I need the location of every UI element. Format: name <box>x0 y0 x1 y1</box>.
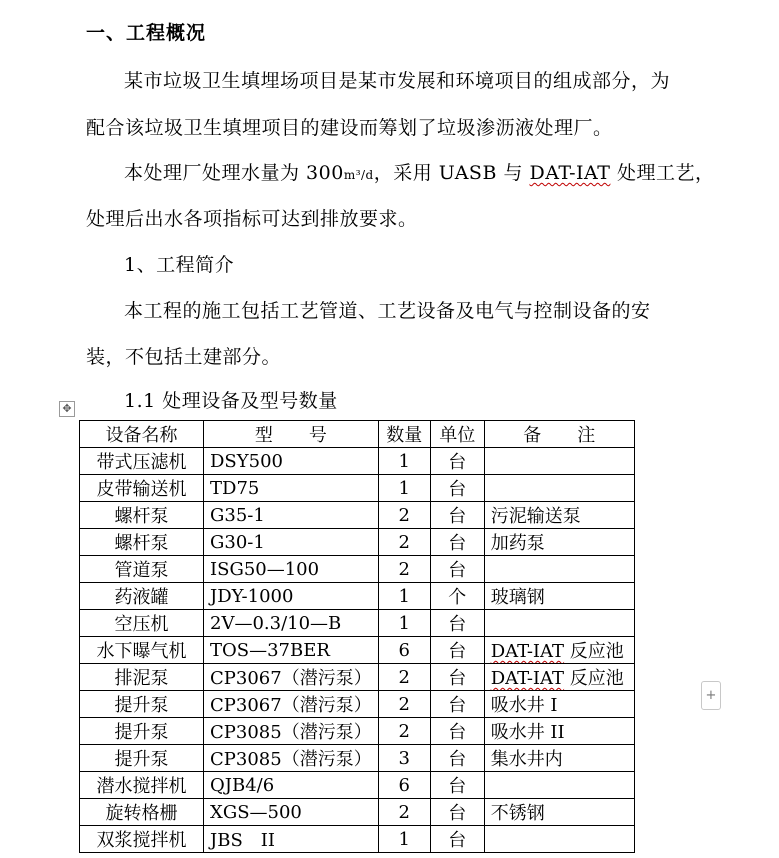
subheading-equipment: 1.1 处理设备及型号数量 <box>124 390 338 412</box>
table-cell: 台 <box>430 475 484 502</box>
table-cell: 空压机 <box>80 610 204 637</box>
table-cell: 2 <box>378 718 430 745</box>
table-cell: 台 <box>430 529 484 556</box>
para2-pre: 本处理厂处理水量为 300 <box>124 162 344 184</box>
table-row <box>80 610 635 637</box>
table-cell: 吸水井 I <box>484 691 634 718</box>
table-header-cell: 设备名称 <box>80 421 204 448</box>
table-cell: CP3067（潜污泵） <box>204 664 379 691</box>
table-cell: 台 <box>430 637 484 664</box>
table-cell: 2 <box>378 556 430 583</box>
table-row <box>80 475 635 502</box>
table-cell: 台 <box>430 772 484 799</box>
table-cell <box>484 826 634 853</box>
table-cell: 3 <box>378 745 430 772</box>
table-header-cell: 型 号 <box>204 421 379 448</box>
table-cell: G35-1 <box>204 502 379 529</box>
table-cell: 1 <box>378 448 430 475</box>
table-cell: 6 <box>378 772 430 799</box>
table-cell: CP3067（潜污泵） <box>204 691 379 718</box>
table-cell: DSY500 <box>204 448 379 475</box>
table-cell: 2 <box>378 502 430 529</box>
table-cell: DAT-IAT 反应池 <box>484 637 634 664</box>
table-cell: 吸水井 II <box>484 718 634 745</box>
table-cell: XGS—500 <box>204 799 379 826</box>
table-cell: 台 <box>430 691 484 718</box>
flow-unit: m³/d <box>343 168 374 182</box>
table-cell: 台 <box>430 799 484 826</box>
table-cell: 个 <box>430 583 484 610</box>
table-cell: 台 <box>430 826 484 853</box>
table-cell: 台 <box>430 664 484 691</box>
table-cell: 2 <box>378 799 430 826</box>
table-cell: 台 <box>430 556 484 583</box>
table-cell: 旋转格栅 <box>80 799 204 826</box>
para2-post: 处理工艺， <box>610 162 715 184</box>
table-row <box>80 799 635 826</box>
table-header-row <box>80 421 635 448</box>
table-row <box>80 583 635 610</box>
add-column-icon[interactable]: + <box>701 681 721 710</box>
subheading-intro: 1、工程简介 <box>124 254 235 276</box>
para3-line1: 本工程的施工包括工艺管道、工艺设备及电气与控制设备的安 <box>124 300 651 322</box>
table-row <box>80 718 635 745</box>
table-cell: 台 <box>430 718 484 745</box>
table-row <box>80 664 635 691</box>
table-cell <box>484 610 634 637</box>
table-cell <box>484 475 634 502</box>
table-cell: 加药泵 <box>484 529 634 556</box>
table-cell: 2 <box>378 664 430 691</box>
para3-line2: 装，不包括土建部分。 <box>86 346 282 368</box>
table-cell: CP3085（潜污泵） <box>204 745 379 772</box>
table-cell: JDY-1000 <box>204 583 379 610</box>
table-row <box>80 556 635 583</box>
table-cell: 带式压滤机 <box>80 448 204 475</box>
table-cell: 污泥输送泵 <box>484 502 634 529</box>
table-cell: 1 <box>378 610 430 637</box>
table-cell: 提升泵 <box>80 745 204 772</box>
move-anchor-icon[interactable]: ✥ <box>59 401 75 417</box>
table-cell: 潜水搅拌机 <box>80 772 204 799</box>
table-header-cell: 备 注 <box>484 421 634 448</box>
table-cell <box>484 448 634 475</box>
table-cell: 2V—0.3/10—B <box>204 610 379 637</box>
table-cell <box>484 772 634 799</box>
table-cell: 排泥泵 <box>80 664 204 691</box>
table-cell: TOS—37BER <box>204 637 379 664</box>
table-cell: 双浆搅拌机 <box>80 826 204 853</box>
table-cell: 提升泵 <box>80 691 204 718</box>
para2-line1 <box>124 158 714 185</box>
table-cell: 皮带输送机 <box>80 475 204 502</box>
table-row <box>80 826 635 853</box>
table-row <box>80 502 635 529</box>
table-cell: 6 <box>378 637 430 664</box>
table-row <box>80 745 635 772</box>
table-row <box>80 691 635 718</box>
table-cell: 管道泵 <box>80 556 204 583</box>
para1-line2: 配合该垃圾卫生填埋项目的建设而筹划了垃圾渗沥液处理厂。 <box>86 117 613 139</box>
table-row <box>80 772 635 799</box>
table-cell: 台 <box>430 502 484 529</box>
table-row <box>80 637 635 664</box>
process-term: DAT-IAT <box>529 162 611 184</box>
table-cell: 台 <box>430 448 484 475</box>
table-cell: 不锈钢 <box>484 799 634 826</box>
table-cell: 水下曝气机 <box>80 637 204 664</box>
table-cell: CP3085（潜污泵） <box>204 718 379 745</box>
table-cell: 螺杆泵 <box>80 529 204 556</box>
table-header-cell: 单位 <box>430 421 484 448</box>
table-row <box>80 529 635 556</box>
table-cell: 1 <box>378 826 430 853</box>
table-cell: 台 <box>430 610 484 637</box>
section-heading: 一、工程概况 <box>86 22 207 44</box>
table-header-cell: 数量 <box>378 421 430 448</box>
table-cell <box>484 556 634 583</box>
para1-line1: 某市垃圾卫生填埋场项目是某市发展和环境项目的组成部分，为 <box>124 70 671 92</box>
table-cell: TD75 <box>204 475 379 502</box>
table-cell: DAT-IAT 反应池 <box>484 664 634 691</box>
para2-mid: ，采用 UASB 与 <box>373 162 530 184</box>
table-cell: JBS II <box>204 826 379 853</box>
table-cell: ISG50—100 <box>204 556 379 583</box>
table-cell: 台 <box>430 745 484 772</box>
process-term: DAT-IAT <box>490 668 565 689</box>
table-cell: 集水井内 <box>484 745 634 772</box>
para2-line2: 处理后出水各项指标可达到排放要求。 <box>86 208 418 230</box>
table-cell: 1 <box>378 475 430 502</box>
table-row <box>80 448 635 475</box>
table-cell: 药液罐 <box>80 583 204 610</box>
table-cell: QJB4/6 <box>204 772 379 799</box>
table-cell: 玻璃钢 <box>484 583 634 610</box>
table-cell: 提升泵 <box>80 718 204 745</box>
process-term: DAT-IAT <box>490 641 565 662</box>
table-cell: G30-1 <box>204 529 379 556</box>
table-cell: 螺杆泵 <box>80 502 204 529</box>
table-cell: 2 <box>378 529 430 556</box>
table-cell: 2 <box>378 691 430 718</box>
equipment-table <box>79 420 635 853</box>
table-cell: 1 <box>378 583 430 610</box>
